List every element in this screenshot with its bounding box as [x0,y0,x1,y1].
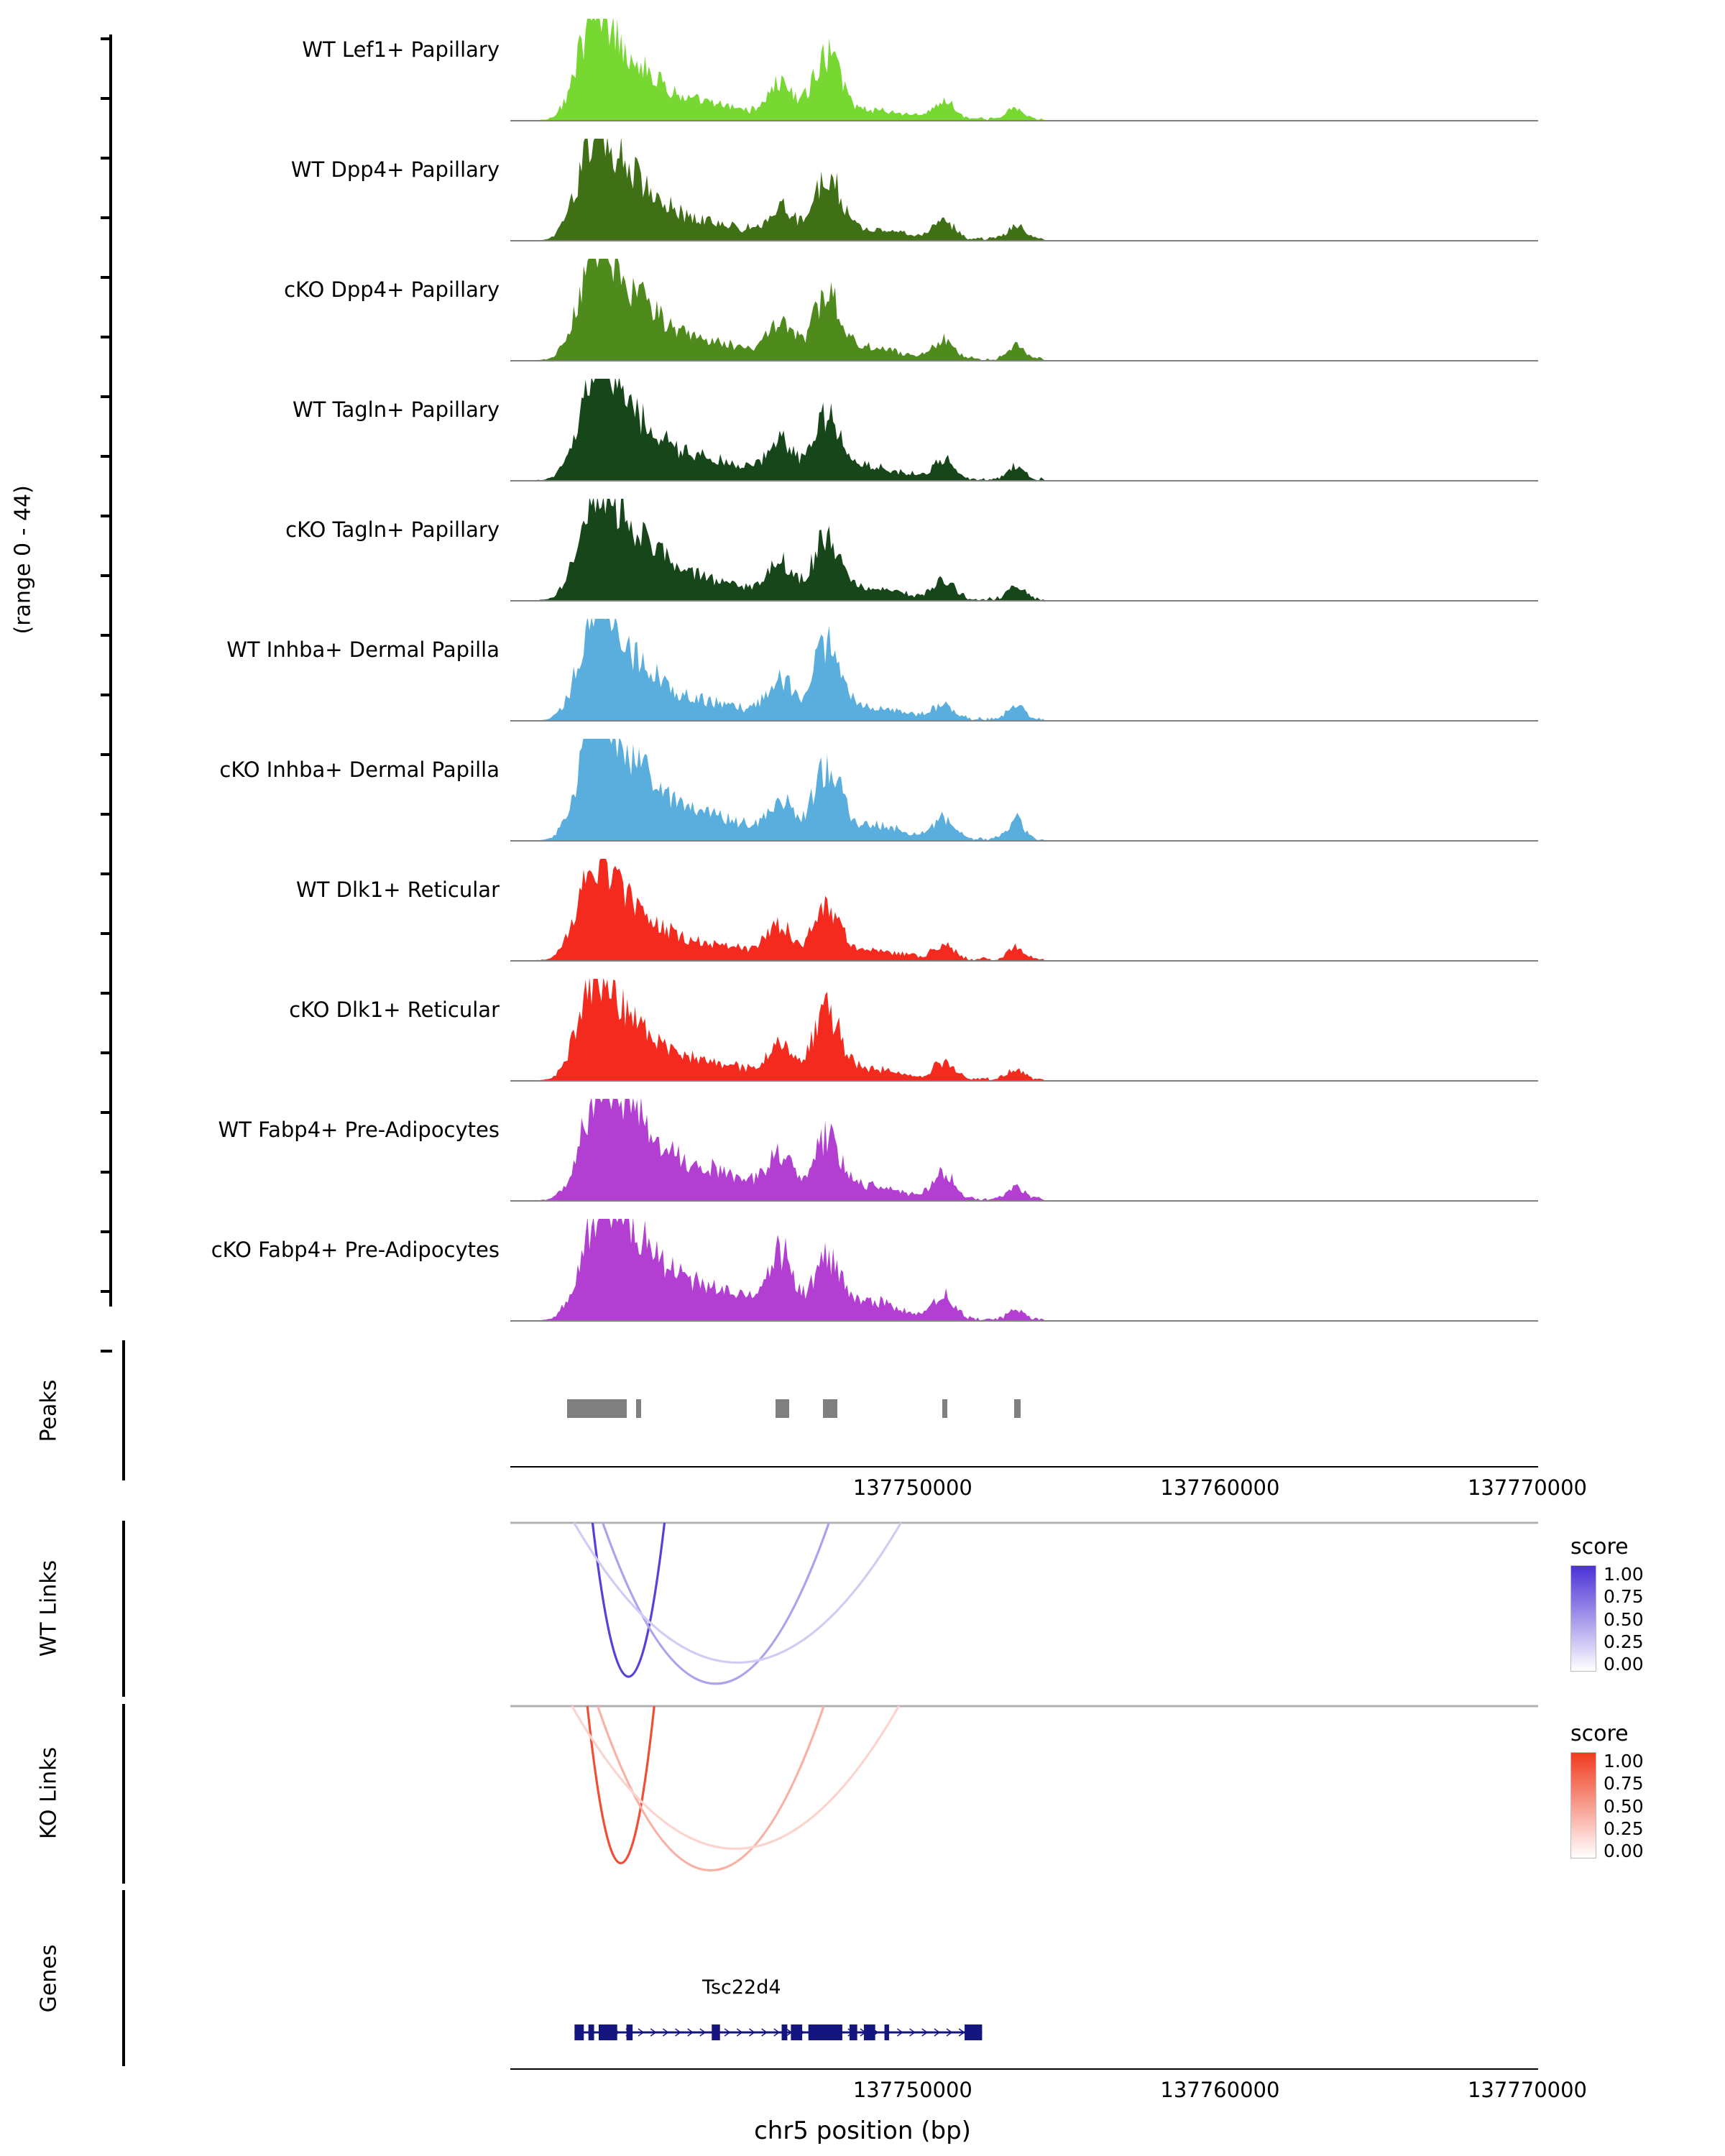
ko-links-arcs [510,1704,1538,1884]
coverage-y-tick [101,694,112,696]
coverage-track-baseline [510,1080,1538,1082]
coverage-track [0,613,1725,728]
coverage-track [0,493,1725,608]
coverage-track-baseline [510,240,1538,241]
coverage-track-label: WT Dlk1+ Reticular [296,877,500,902]
legend-tick: 0.75 [1604,1773,1644,1795]
genes-label: Genes [36,1944,62,2013]
coverage-y-tick [101,992,112,995]
legend-tick: 0.25 [1604,1631,1644,1652]
coverage-y-tick [101,1230,112,1233]
coverage-track [0,373,1725,488]
coverage-y-axis-title-line2: (range 0 - 44) [10,485,36,635]
coverage-track [0,733,1725,848]
legend-tick: 1.00 [1604,1564,1644,1585]
wt-links-legend-ticks [1604,1565,1644,1673]
coverage-y-tick [101,1290,112,1293]
legend-tick: 0.50 [1604,1608,1644,1630]
x-tick-label: 137760000 [1160,2078,1280,2102]
genes-x-axis-line [510,2068,1538,2070]
coverage-y-tick [101,753,112,756]
coverage-y-tick [101,515,112,517]
coverage-track-label: WT Fabp4+ Pre-Adipocytes [218,1118,500,1142]
coverage-y-tick [101,574,112,577]
wt-links-axis-spine [122,1521,125,1697]
x-tick-label: 137750000 [852,2078,972,2102]
coverage-track [0,973,1725,1088]
coverage-y-tick [101,157,112,160]
coverage-y-tick [101,872,112,875]
coverage-track-label: WT Lef1+ Papillary [302,37,500,62]
peaks-label: Peaks [36,1379,62,1442]
coverage-track-baseline [510,1200,1538,1202]
coverage-track-label: cKO Dpp4+ Papillary [284,277,500,302]
ko-links-panel [0,1700,1725,1890]
coverage-track-baseline [510,360,1538,361]
ko-links-legend-title: score [1570,1721,1629,1746]
coverage-track-label: WT Dpp4+ Papillary [290,157,500,182]
coverage-track-signal [510,139,1538,241]
x-axis-title: chr5 position (bp) [754,2116,971,2145]
coverage-track [0,253,1725,368]
x-tick-label: 137770000 [1467,2078,1588,2102]
x-tick-label: 137770000 [1467,1475,1588,1500]
coverage-y-tick [101,1171,112,1174]
wt-links-legend [1570,1534,1721,1673]
coverage-y-tick [101,97,112,100]
legend-tick: 0.25 [1604,1818,1644,1839]
gene-model [510,2011,1538,2054]
x-tick-label: 137760000 [1160,1475,1280,1500]
peak-region [823,1399,837,1418]
coverage-track-baseline [510,1320,1538,1322]
coverage-track [0,853,1725,968]
coverage-track-signal [510,379,1538,481]
coverage-y-tick [101,276,112,279]
coverage-track-label: WT Tagln+ Papillary [292,397,500,422]
coverage-y-tick [101,455,112,458]
coverage-track-label: cKO Dlk1+ Reticular [289,998,500,1022]
coverage-track-signal [510,259,1538,361]
peak-region [636,1399,640,1418]
peaks-x-axis-line [510,1466,1538,1468]
wt-links-label: WT Links [36,1560,62,1657]
peak-region [776,1399,789,1418]
ko-links-legend-ticks [1604,1752,1644,1860]
coverage-y-tick [101,1051,112,1054]
genes-panel [0,1883,1725,2156]
coverage-track-signal [510,1099,1538,1201]
coverage-track [0,13,1725,128]
peak-region [567,1399,626,1418]
coverage-track-baseline [510,840,1538,842]
coverage-track-signal [510,19,1538,121]
gene-name-label: Tsc22d4 [702,1976,781,1999]
coverage-track-label: WT Inhba+ Dermal Papilla [226,637,500,662]
coverage-track-label: cKO Inhba+ Dermal Papilla [219,757,500,782]
coverage-track-signal [510,619,1538,721]
coverage-track-baseline [510,720,1538,722]
coverage-track-baseline [510,600,1538,602]
legend-tick: 0.00 [1604,1841,1644,1861]
coverage-track [0,1093,1725,1208]
coverage-y-tick [101,336,112,338]
ko-links-axis-spine [122,1704,125,1884]
coverage-y-tick [101,634,112,637]
coverage-y-tick [101,932,112,935]
coverage-y-tick [101,37,112,40]
coverage-track-baseline [510,480,1538,482]
coverage-track-signal [510,1219,1538,1321]
coverage-track [0,1213,1725,1328]
wt-links-legend-colorbar [1570,1565,1596,1672]
wt-links-panel [0,1516,1725,1703]
coverage-track-signal [510,739,1538,841]
peaks-axis-spine [122,1340,125,1480]
coverage-track [0,133,1725,248]
genes-axis-spine [122,1890,125,2066]
legend-tick: 0.00 [1604,1654,1644,1674]
coverage-track-signal [510,859,1538,961]
legend-tick: 0.75 [1604,1586,1644,1608]
coverage-track-baseline [510,120,1538,121]
coverage-track-signal [510,979,1538,1081]
peak-region [942,1399,948,1418]
ko-links-legend [1570,1721,1721,1860]
ko-links-label: KO Links [36,1746,62,1840]
coverage-y-tick [101,216,112,219]
legend-tick: 0.50 [1604,1795,1644,1817]
ko-links-legend-colorbar [1570,1752,1596,1858]
legend-tick: 1.00 [1604,1751,1644,1772]
peaks-panel [0,1333,1725,1498]
coverage-y-tick [101,1111,112,1114]
coverage-track-label: cKO Fabp4+ Pre-Adipocytes [211,1238,500,1262]
coverage-y-tick [101,395,112,398]
wt-links-arcs [510,1521,1538,1697]
wt-links-legend-title: score [1570,1534,1629,1560]
coverage-track-signal [510,499,1538,601]
coverage-y-tick [101,813,112,816]
coverage-track-label: cKO Tagln+ Papillary [285,517,500,542]
peak-region [1014,1399,1021,1418]
x-tick-label: 137750000 [852,1475,972,1500]
coverage-track-baseline [510,960,1538,962]
peaks-track [510,1391,1538,1434]
